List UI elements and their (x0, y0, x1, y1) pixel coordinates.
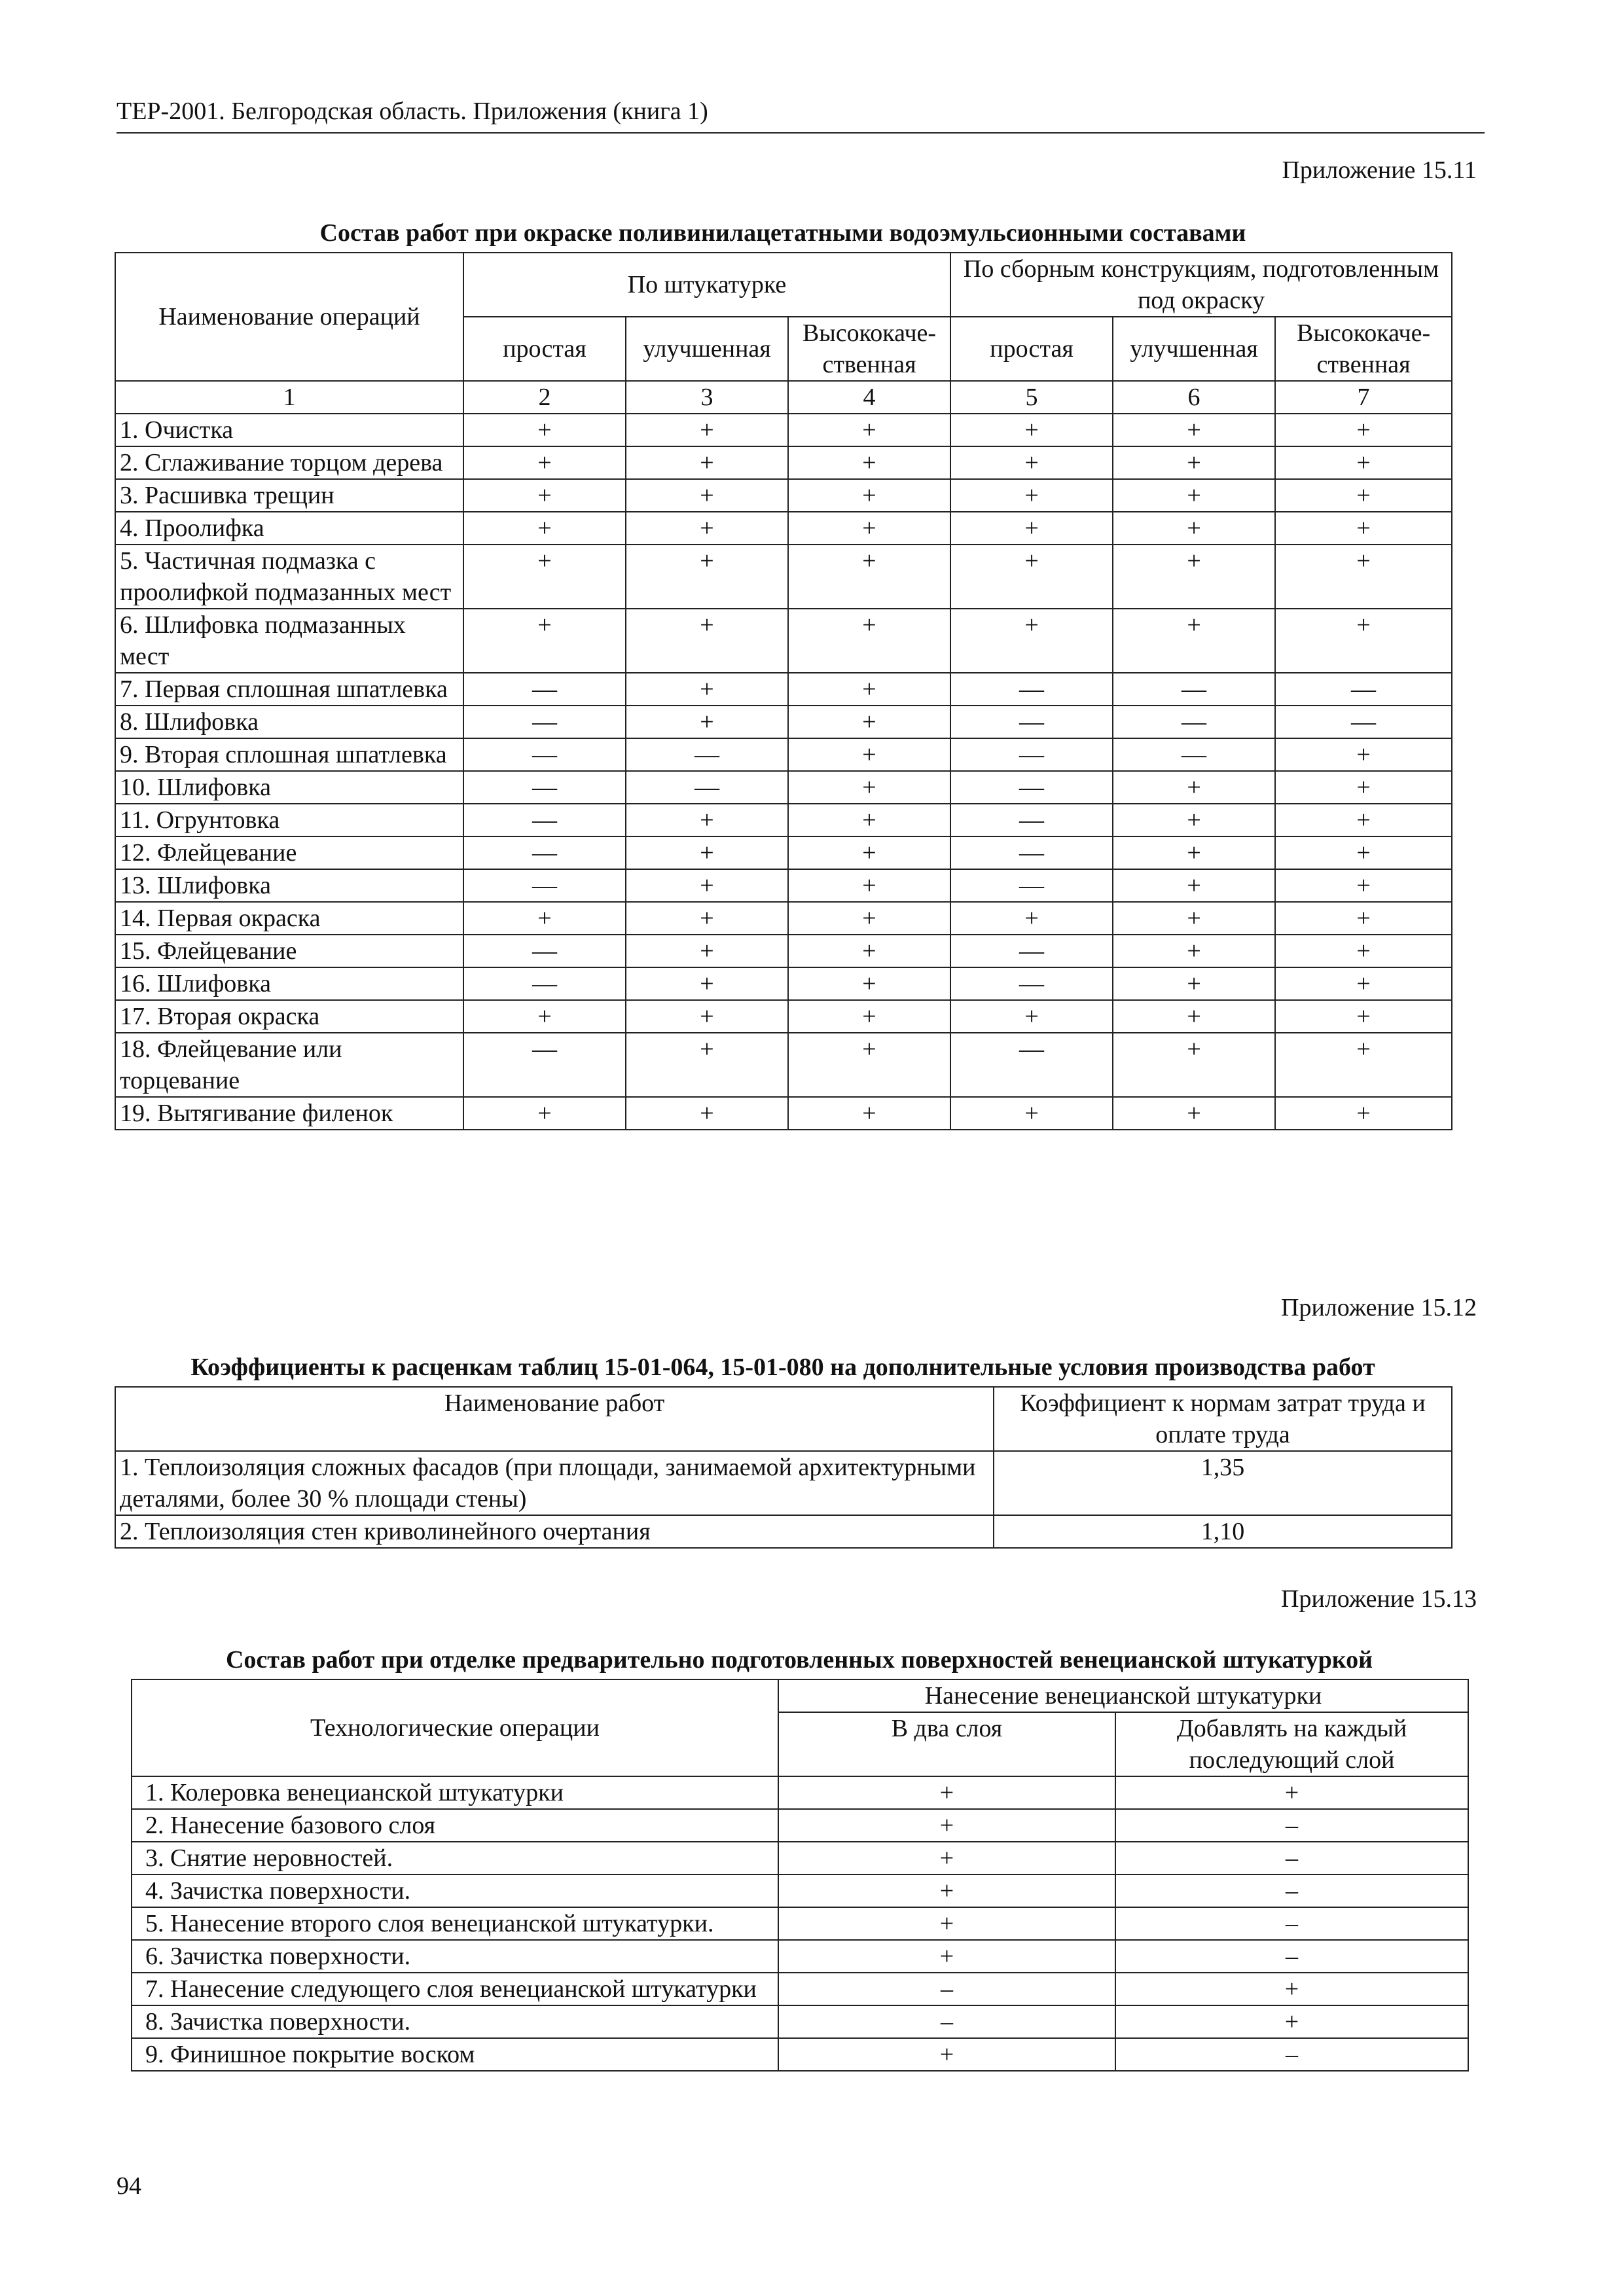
mark-cell: + (1275, 1097, 1452, 1130)
operation-name: 3. Снятие неровностей. (132, 1842, 778, 1874)
operation-name: 13. Шлифовка (115, 869, 463, 902)
header-high-quality: Высококаче-ственная (788, 317, 950, 381)
mark-cell: — (1113, 706, 1275, 738)
mark-cell: + (950, 1000, 1113, 1033)
appendix-15-12-label: Приложение 15.12 (1281, 1294, 1477, 1321)
table-row (132, 1842, 1468, 1874)
operation-name: 12. Флейцевание (115, 836, 463, 869)
mark-cell: + (1275, 479, 1452, 512)
mark-cell: + (1275, 771, 1452, 804)
mark-cell: + (1115, 1973, 1468, 2005)
mark-cell: — (463, 935, 626, 967)
mark-cell: + (950, 609, 1113, 673)
mark-cell: — (463, 804, 626, 836)
mark-cell: + (1113, 902, 1275, 935)
mark-cell: + (788, 738, 950, 771)
mark-cell: + (1275, 446, 1452, 479)
mark-cell: + (950, 1097, 1113, 1130)
table-row (115, 545, 1452, 609)
mark-cell: + (778, 1940, 1115, 1973)
mark-cell: + (1113, 1097, 1275, 1130)
mark-cell: + (626, 512, 788, 545)
work-name: 2. Теплоизоляция стен криволинейного очертания (115, 1515, 994, 1548)
mark-cell: + (788, 869, 950, 902)
mark-cell: + (463, 479, 626, 512)
mark-cell: + (778, 1776, 1115, 1809)
operation-name: 7. Нанесение следующего слоя венецианской штукатурки (132, 1973, 778, 2005)
header-high-quality: Высококаче-ственная (1275, 317, 1452, 381)
mark-cell: + (1113, 479, 1275, 512)
table-row (115, 1097, 1452, 1130)
mark-cell: + (626, 414, 788, 446)
table-row (115, 609, 1452, 673)
mark-cell: + (1113, 1000, 1275, 1033)
mark-cell: + (1113, 512, 1275, 545)
mark-cell: — (1113, 738, 1275, 771)
operation-name: 14. Первая окраска (115, 902, 463, 935)
mark-cell: — (626, 738, 788, 771)
mark-cell: — (463, 1033, 626, 1097)
mark-cell: + (626, 446, 788, 479)
mark-cell: + (1113, 446, 1275, 479)
operation-name: 4. Проолифка (115, 512, 463, 545)
operation-name: 9. Вторая сплошная шпатлевка (115, 738, 463, 771)
mark-cell: + (1275, 935, 1452, 967)
mark-cell: — (1275, 706, 1452, 738)
mark-cell: + (788, 771, 950, 804)
operation-name: 2. Нанесение базового слоя (132, 1809, 778, 1842)
appendix-15-11-title: Состав работ при окраске поливинилацетатными водоэмульсионными составами (319, 219, 1246, 247)
mark-cell: + (1113, 869, 1275, 902)
header-improved: улучшенная (1113, 317, 1275, 381)
header-works: Наименование работ (115, 1387, 994, 1451)
mark-cell: — (626, 771, 788, 804)
mark-cell: + (1113, 804, 1275, 836)
mark-cell: — (1113, 673, 1275, 706)
mark-cell: + (1113, 771, 1275, 804)
mark-cell: + (778, 2038, 1115, 2071)
table-row (115, 512, 1452, 545)
mark-cell: + (626, 804, 788, 836)
header-operations: Наименование операций (115, 253, 463, 381)
table-row (115, 414, 1452, 446)
mark-cell: + (950, 902, 1113, 935)
mark-cell: — (950, 771, 1113, 804)
mark-cell: + (788, 935, 950, 967)
mark-cell: + (626, 902, 788, 935)
column-number: 2 (463, 381, 626, 414)
mark-cell: + (626, 935, 788, 967)
mark-cell: + (626, 545, 788, 609)
mark-cell: + (788, 479, 950, 512)
mark-cell: + (463, 545, 626, 609)
mark-cell: + (1275, 836, 1452, 869)
mark-cell: + (1113, 609, 1275, 673)
operation-name: 6. Зачистка поверхности. (132, 1940, 778, 1973)
operation-name: 5. Нанесение второго слоя венецианской штукатурки. (132, 1907, 778, 1940)
table-row (115, 738, 1452, 771)
mark-cell: – (778, 2005, 1115, 2038)
operation-name: 15. Флейцевание (115, 935, 463, 967)
operation-name: 8. Зачистка поверхности. (132, 2005, 778, 2038)
mark-cell: + (463, 446, 626, 479)
header-group-venetian: Нанесение венецианской штукатурки (778, 1679, 1468, 1712)
venetian-plaster-table (131, 1679, 1469, 2072)
mark-cell: + (788, 1097, 950, 1130)
mark-cell: — (463, 869, 626, 902)
mark-cell: + (1113, 836, 1275, 869)
mark-cell: — (950, 738, 1113, 771)
mark-cell: + (778, 1809, 1115, 1842)
mark-cell: + (626, 836, 788, 869)
operation-name: 9. Финишное покрытие воском (132, 2038, 778, 2071)
mark-cell: + (788, 1033, 950, 1097)
header-simple: простая (950, 317, 1113, 381)
mark-cell: — (463, 836, 626, 869)
table-row (132, 1907, 1468, 1940)
column-number: 7 (1275, 381, 1452, 414)
operation-name: 8. Шлифовка (115, 706, 463, 738)
table-row (132, 1776, 1468, 1809)
mark-cell: + (788, 512, 950, 545)
table-row (115, 673, 1452, 706)
column-number: 5 (950, 381, 1113, 414)
mark-cell: + (463, 512, 626, 545)
mark-cell: + (788, 414, 950, 446)
mark-cell: + (1275, 609, 1452, 673)
mark-cell: — (950, 706, 1113, 738)
header-coefficient: Коэффициент к нормам затрат труда и оплате труда (994, 1387, 1452, 1451)
mark-cell: + (1275, 545, 1452, 609)
mark-cell: + (778, 1842, 1115, 1874)
mark-cell: — (463, 706, 626, 738)
table-row (132, 2038, 1468, 2071)
coefficient-value: 1,10 (994, 1515, 1452, 1548)
table-row (115, 1515, 1452, 1548)
mark-cell: + (1275, 1000, 1452, 1033)
mark-cell: — (463, 967, 626, 1000)
operation-name: 10. Шлифовка (115, 771, 463, 804)
mark-cell: + (1115, 2005, 1468, 2038)
header-group-plaster: По штукатурке (463, 253, 950, 317)
mark-cell: + (626, 1000, 788, 1033)
mark-cell: + (778, 1907, 1115, 1940)
mark-cell: — (463, 738, 626, 771)
header-operations: Технологические операции (132, 1679, 778, 1776)
mark-cell: + (778, 1874, 1115, 1907)
operation-name: 18. Флейцевание или торцевание (115, 1033, 463, 1097)
appendix-15-13-title: Состав работ при отделке предварительно подготовленных поверхностей венецианской штукатуркой (225, 1646, 1373, 1674)
column-number-row (115, 381, 1452, 414)
operation-name: 19. Вытягивание филенок (115, 1097, 463, 1130)
header-simple: простая (463, 317, 626, 381)
table-row (115, 1451, 1452, 1515)
mark-cell: – (778, 1973, 1115, 2005)
operation-name: 2. Сглаживание торцом дерева (115, 446, 463, 479)
header-each-next-layer: Добавлять на каждый последующий слой (1115, 1712, 1468, 1776)
table-row (115, 902, 1452, 935)
coefficients-table (115, 1386, 1453, 1549)
mark-cell: + (1113, 545, 1275, 609)
mark-cell: + (1275, 414, 1452, 446)
mark-cell: — (950, 935, 1113, 967)
table-row (115, 479, 1452, 512)
mark-cell: + (463, 1097, 626, 1130)
mark-cell: — (950, 673, 1113, 706)
mark-cell: + (788, 446, 950, 479)
mark-cell: — (950, 836, 1113, 869)
mark-cell: + (788, 673, 950, 706)
mark-cell: + (950, 446, 1113, 479)
column-number: 4 (788, 381, 950, 414)
table-row (132, 2005, 1468, 2038)
column-number: 6 (1113, 381, 1275, 414)
mark-cell: + (463, 414, 626, 446)
mark-cell: + (1275, 512, 1452, 545)
mark-cell: + (626, 967, 788, 1000)
table-row (115, 869, 1452, 902)
operation-name: 16. Шлифовка (115, 967, 463, 1000)
table-row (115, 446, 1452, 479)
operation-name: 4. Зачистка поверхности. (132, 1874, 778, 1907)
table-row (132, 1940, 1468, 1973)
table-row (132, 1874, 1468, 1907)
appendix-15-11-label: Приложение 15.11 (1282, 156, 1477, 184)
mark-cell: + (626, 609, 788, 673)
appendix-15-13-label: Приложение 15.13 (1281, 1585, 1477, 1613)
mark-cell: + (626, 479, 788, 512)
mark-cell: — (463, 771, 626, 804)
mark-cell: + (788, 836, 950, 869)
mark-cell: + (626, 869, 788, 902)
table-row (115, 1000, 1452, 1033)
mark-cell: + (1275, 967, 1452, 1000)
mark-cell: – (1115, 1907, 1468, 1940)
header-rule (117, 132, 1485, 134)
operation-name: 6. Шлифовка подмазанных мест (115, 609, 463, 673)
mark-cell: + (1113, 1033, 1275, 1097)
mark-cell: + (463, 609, 626, 673)
mark-cell: — (463, 673, 626, 706)
header-group-prefab: По сборным конструкциям, подготовленным под окраску (950, 253, 1452, 317)
mark-cell: + (950, 479, 1113, 512)
mark-cell: + (788, 902, 950, 935)
mark-cell: + (463, 1000, 626, 1033)
mark-cell: + (1275, 902, 1452, 935)
table-row (115, 836, 1452, 869)
mark-cell: + (1275, 869, 1452, 902)
table-row (115, 967, 1452, 1000)
works-composition-table (115, 252, 1453, 1130)
mark-cell: – (1115, 1874, 1468, 1907)
mark-cell: + (1113, 414, 1275, 446)
mark-cell: + (950, 512, 1113, 545)
table-row (115, 935, 1452, 967)
mark-cell: + (1275, 738, 1452, 771)
column-number: 1 (115, 381, 463, 414)
operation-name: 11. Огрунтовка (115, 804, 463, 836)
mark-cell: — (950, 967, 1113, 1000)
mark-cell: + (626, 673, 788, 706)
mark-cell: — (950, 804, 1113, 836)
mark-cell: + (788, 967, 950, 1000)
header-improved: улучшенная (626, 317, 788, 381)
mark-cell: + (1275, 1033, 1452, 1097)
mark-cell: + (1115, 1776, 1468, 1809)
mark-cell: + (788, 1000, 950, 1033)
mark-cell: + (1275, 804, 1452, 836)
mark-cell: + (788, 706, 950, 738)
table-row (115, 706, 1452, 738)
mark-cell: + (788, 609, 950, 673)
work-name: 1. Теплоизоляция сложных фасадов (при площади, занимаемой архитектурными деталями, более 30 % площади стены) (115, 1451, 994, 1515)
appendix-15-12-title: Коэффициенты к расценкам таблиц 15-01-064, 15-01-080 на дополнительные условия производства работ (190, 1354, 1375, 1381)
mark-cell: + (463, 902, 626, 935)
table-row (132, 1973, 1468, 2005)
mark-cell: + (950, 545, 1113, 609)
page-number: 94 (117, 2172, 141, 2200)
mark-cell: + (788, 545, 950, 609)
mark-cell: — (1275, 673, 1452, 706)
mark-cell: – (1115, 2038, 1468, 2071)
mark-cell: — (950, 869, 1113, 902)
mark-cell: + (626, 1033, 788, 1097)
operation-name: 5. Частичная подмазка с проолифкой подмазанных мест (115, 545, 463, 609)
mark-cell: + (1113, 967, 1275, 1000)
table-row (115, 771, 1452, 804)
mark-cell: — (950, 1033, 1113, 1097)
operation-name: 17. Вторая окраска (115, 1000, 463, 1033)
operation-name: 1. Очистка (115, 414, 463, 446)
table-row (132, 1809, 1468, 1842)
mark-cell: + (626, 706, 788, 738)
mark-cell: + (788, 804, 950, 836)
mark-cell: – (1115, 1940, 1468, 1973)
mark-cell: – (1115, 1842, 1468, 1874)
table-row (115, 1033, 1452, 1097)
operation-name: 3. Расшивка трещин (115, 479, 463, 512)
operation-name: 1. Колеровка венецианской штукатурки (132, 1776, 778, 1809)
mark-cell: + (626, 1097, 788, 1130)
mark-cell: + (1113, 935, 1275, 967)
mark-cell: – (1115, 1809, 1468, 1842)
header-two-layers: В два слоя (778, 1712, 1115, 1776)
mark-cell: + (950, 414, 1113, 446)
column-number: 3 (626, 381, 788, 414)
operation-name: 7. Первая сплошная шпатлевка (115, 673, 463, 706)
running-title: ТЕР-2001. Белгородская область. Приложения (книга 1) (117, 98, 708, 125)
table-row (115, 804, 1452, 836)
coefficient-value: 1,35 (994, 1451, 1452, 1515)
